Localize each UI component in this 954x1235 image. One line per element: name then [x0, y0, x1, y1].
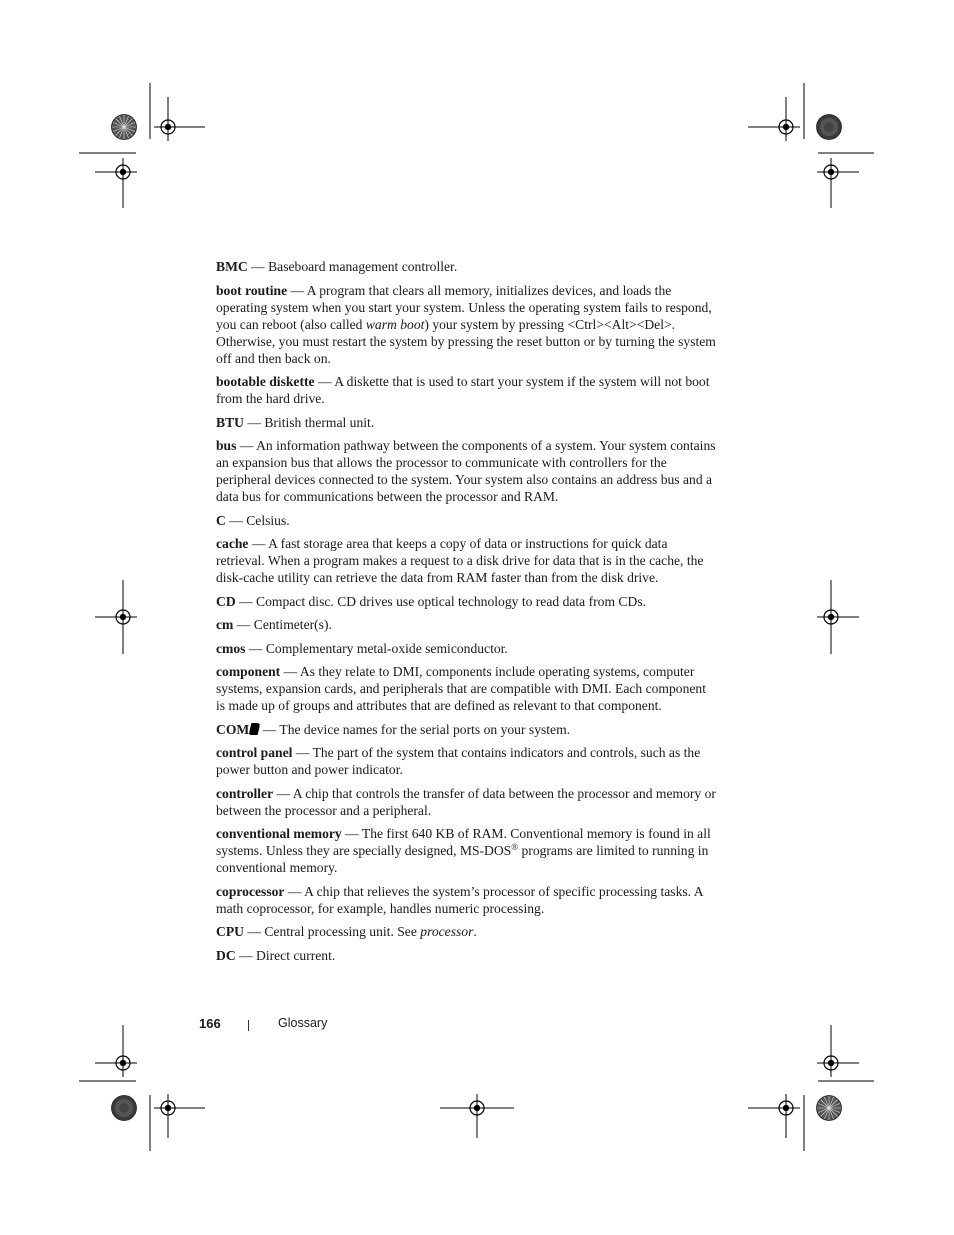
entry-term: coprocessor [216, 883, 285, 899]
entry-definition: Celsius. [246, 512, 290, 528]
page-number: 166 [199, 1016, 221, 1031]
entry-definition-cont: ) your system by pressing <Ctrl><Alt><Del>. Otherwise, you must restart the system by pressing the reset button or by turning the system off and then back on. [216, 316, 716, 366]
entry-definition: Centimeter(s). [253, 617, 332, 632]
entry-definition-cont: programs are limited to running in conventional memory. [216, 843, 709, 875]
entry-definition: An information pathway between the components of a system. Your system contains an expansion bus that allows the processor to communicate with controllers for the peripheral devices connected to the system. Your system also contains an address bus and a data bus for communications between the processor and RAM. [216, 438, 716, 504]
entry-term: BTU [216, 414, 244, 430]
entry-term: CD [216, 593, 236, 609]
entry-definition: Central processing unit. See [264, 924, 421, 939]
entry-definition: A program that clears all memory, initializes devices, and loads the operating system when you start your system. Unless the operating system fails to respond, you can reboot (also called [216, 282, 712, 332]
glossary-entry-dc: DC — Direct current. [216, 947, 336, 963]
entry-italic: warm boot [365, 316, 425, 332]
glossary-entry-boot-routine: boot routine — A program that clears all memory, initializes devices, and loads the operating system when you start your system. Unless the operating system fails to respond, you can reboot (also called warm boot) your system by pressing <Ctrl><Alt><Del>. Otherwise, you must restart the system by pressing the reset button or by turning the system off and then back on. [216, 282, 716, 366]
entry-term: COM [216, 721, 250, 737]
entry-term: boot routine [216, 282, 288, 298]
entry-term: conventional memory [216, 826, 342, 841]
entry-definition: The part of the system that contains indicators and controls, such as the power button and power indicator. [216, 745, 701, 777]
entry-definition: The first 640 KB of RAM. Conventional memory is found in all systems. Unless they are specially designed, MS-DOS [216, 826, 711, 858]
glossary-entry-c: C — Celsius. [216, 512, 290, 528]
entry-term: cmos [216, 640, 246, 656]
entry-definition: Compact disc. CD drives use optical technology to read data from CDs. [256, 593, 647, 609]
entry-definition: A chip that relieves the system’s processor of specific processing tasks. A math coprocessor, for example, handles numeric processing. [216, 883, 703, 916]
entry-definition: Baseboard management controller. [268, 259, 458, 274]
entry-term: DC [216, 947, 236, 963]
entry-term: bootable diskette [216, 374, 315, 389]
glossary-entry-cmos: cmos — Complementary metal-oxide semiconductor. [216, 640, 508, 656]
entry-definition: A diskette that is used to start your system if the system will not boot from the hard drive. [216, 374, 710, 406]
glossary-entry-cache: cache — A fast storage area that keeps a copy of data or instructions for quick data retrieval. When a program makes a request to a disk drive for data that is in the cache, the disk-cache utility can retrieve the data from RAM faster than from the disk drive. [216, 536, 704, 585]
entry-term: C [216, 512, 226, 528]
entry-definition: The device names for the serial ports on your system. [279, 721, 571, 737]
glossary-entry-controller: controller — A chip that controls the transfer of data between the processor and memory or between the processor and a peripheral. [216, 785, 716, 818]
entry-term: CPU [216, 924, 244, 939]
entry-definition: Direct current. [256, 947, 336, 963]
entry-term: cm [216, 617, 234, 632]
entry-definition: As they relate to DMI, components include operating systems, computer systems, expansion cards, and peripherals that are compatible with DMI. Each component is made up of groups and attributes that are defined as relevant to that component. [216, 664, 706, 713]
entry-term: component [216, 664, 281, 679]
glossary-entry-component: component — As they relate to DMI, components include operating systems, computer systems, expansion cards, and peripherals that are compatible with DMI. Each component is made up of groups and attributes that are defined as relevant to that component. [216, 664, 706, 713]
entry-definition: British thermal unit. [264, 414, 375, 430]
entry-definition: Complementary metal-oxide semiconductor. [265, 640, 508, 656]
page-footer [0, 1015, 954, 1035]
entry-term: cache [216, 536, 249, 551]
glossary-entry-btu: BTU — British thermal unit. [216, 414, 375, 430]
glossary-entry-conventional-memory: conventional memory — The first 640 KB of RAM. Conventional memory is found in all systems. Unless they are specially designed, MS-DOS® programs are limited to running in conventional memory. [216, 826, 711, 875]
footer-divider [248, 1020, 249, 1031]
glossary-entry-cpu: CPU — Central processing unit. See processor. [216, 924, 477, 939]
glossary-entry-bus: bus — An information pathway between the components of a system. Your system contains an expansion bus that allows the processor to communicate with controllers for the peripheral devices connected to the system. Your system also contains an address bus and a data bus for communications between the processor and RAM. [216, 438, 716, 504]
entry-term: controller [216, 785, 274, 801]
glossary-entry-bmc: BMC — Baseboard management controller. [216, 259, 458, 274]
glossary-entry-cd: CD — Compact disc. CD drives use optical technology to read data from CDs. [216, 593, 647, 609]
footer-section-title: Glossary [278, 1016, 328, 1030]
entry-definition-cont: . [473, 924, 477, 939]
entry-term: control panel [216, 745, 293, 760]
entry-definition: A fast storage area that keeps a copy of data or instructions for quick data retrieval. When a program makes a request to a disk drive for data that is in the cache, the disk-cache utility can retrieve the data from RAM faster than from the disk drive. [216, 536, 704, 585]
glossary-entry-coprocessor: coprocessor — A chip that relieves the system’s processor of specific processing tasks. A math coprocessor, for example, handles numeric processing. [216, 883, 703, 916]
glossary-entry-cm: cm — Centimeter(s). [216, 617, 332, 632]
entry-term: bus [216, 438, 237, 453]
glossary-entry-com: COM — The device names for the serial ports on your system. [216, 721, 571, 737]
glossary-entries [216, 258, 716, 970]
glossary-entry-bootable-diskette: bootable diskette — A diskette that is used to start your system if the system will not boot from the hard drive. [216, 374, 710, 406]
glossary-entry-control-panel: control panel — The part of the system that contains indicators and controls, such as the power button and power indicator. [216, 745, 701, 777]
entry-definition: A chip that controls the transfer of data between the processor and memory or between the processor and a peripheral. [216, 785, 716, 818]
entry-italic: processor [420, 924, 474, 939]
registered-mark: ® [511, 842, 519, 852]
entry-term: BMC [216, 259, 248, 274]
